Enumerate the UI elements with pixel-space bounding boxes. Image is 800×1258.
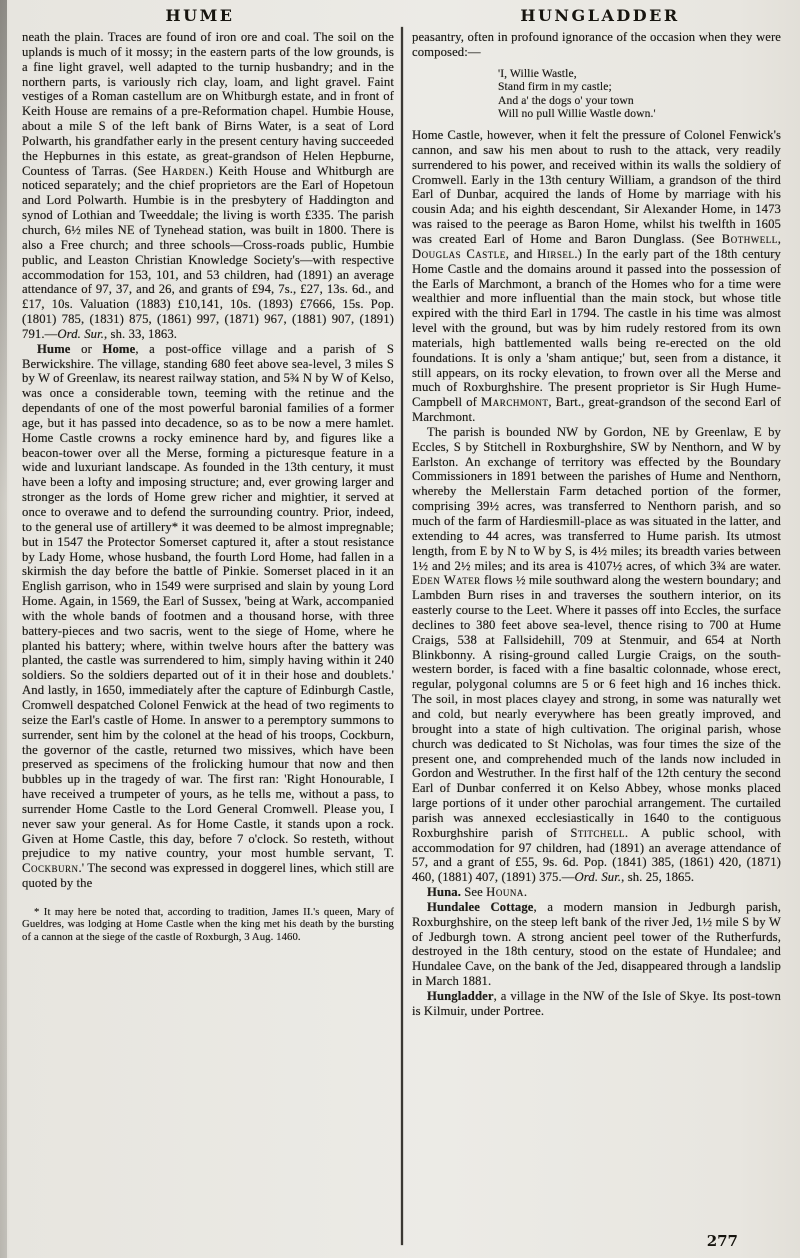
poem-line: Stand firm in my castle; (498, 80, 612, 94)
paragraph: Hundalee Cottage, a modern mansion in Jedburgh parish, Roxburghshire, on the steep left bank of the river Jed, 1½ mile S by W of Jedburgh town. A strong ancient peel tower of the Rutherfurds, destroyed in the 18th century, stood on the estate of Hundalee; and Hundalee Cave, on the bank of the Jed, disappeared through a landslip in March 1881. (412, 899, 781, 989)
paragraph: Hungladder, a village in the NW of the Isle of Skye. Its post-town is Kilmuir, under Portree. (412, 989, 781, 1018)
page-number: 277 (706, 1232, 738, 1250)
footnote (22, 906, 394, 944)
willie-wastle-poem (498, 67, 781, 121)
paragraph: Home Castle, however, when it felt the pressure of Colonel Fenwick's cannon, and saw his men about to rush to the attack, very readily surrendered to his power, and received within its walls the soldiery of Cromwell. Early in the 13th century William, a grandson of the third Earl of Dunbar, acquired the lands of Home by marriage with his cousin Ada; and his eighth descendant, Sir Alexander Home, in 1473 was raised to the peerage as Baron Home, whilst his twelfth in 1605 was created Earl of Home and Baron Dunglass. (See Bothwell, Douglas Castle, and Hirsel.) In the early part of the 18th century Home Castle and the domains around it passed into the possession of the Earls of Marchmont, a branch of the Homes who for a time were wealthier and more influential than the main stock, but whose title expired with the third Earl in 1794. The castle in his time was almost level with the ground, but was by him rudely restored from its own materials, high battlemented walls being re-erected on the old foundations. It is only a 'sham antique;' but, seen from a distance, it still appears, on its rocky elevation, to frown over all the Merse and much of Roxburghshire. The present proprietor is Sir Hugh Hume-Campbell of Marchmont, Bart., great-grandson of the second Earl of Marchmont. (412, 128, 781, 425)
left-column-body (22, 30, 394, 891)
running-head-left: HUME (165, 6, 235, 25)
poem-line: 'I, Willie Wastle, (498, 66, 577, 80)
right-column-body (412, 128, 781, 1019)
poem-line: And a' the dogs o' your town (498, 93, 634, 107)
right-column-lead (412, 30, 781, 60)
paragraph: Huna. See Houna. (427, 885, 528, 900)
paragraph: peasantry, often in profound ignorance of the occasion when they were composed:— (412, 30, 781, 59)
paragraph: Hume or Home, a post-office village and a parish of S Berwickshire. The village, standing 680 feet above sea-level, 3 miles S by W of Greenlaw, its nearest railway station, and 5¾ N by W of Kelso, was once a considerable town, teeming with the retinue and the dependants of one of the most powerful baronial families of a former age, but it has passed into decadence, so as to be now a mere hamlet. Home Castle crowns a rocky eminence hard by, and figures like a beacon-tower over all the Merse, forming a picturesque feature in a wide and luxuriant landscape. As founded in the 13th century, it must have been a lofty and imposing structure; and, ever growing larger and stronger as the lords of Home grew richer and mightier, it served at once to overawe and to defend the surrounding country. Prior, indeed, to the general use of artillery* it was deemed to be almost impregnable; but in 1547 the Protector Somerset captured it, after a stout resistance by Lady Home, whose husband, the fourth Lord Home, had fallen in a skirmish the day before the battle of Pinkie. Somerset placed in it an English garrison, who in 1549 were surprised and slain by young Lord Home. Again, in 1569, the Earl of Sussex, 'being at Wark, accompanied with the whole bands of footmen and a thousand horse, with three battery-pieces and two sacris, went to the siege of Home, where he planted his battery; where, within twelve hours after the battery was planted, the castle was surrendered to him, simply having within it 240 soldiers. So the soldiers departed out of it in their hose and doublets.' And lastly, in 1650, immediately after the capture of Edinburgh Castle, Cromwell despatched Colonel Fenwick at the head of two regiments to seize the Earl's castle of Home. In answer to a peremptory summons to surrender, sent him by the colonel at the head of his troops, Cockburn, the governor of the castle, returned two missives, which have been preserved as specimens of the frolicking humour that now and then bubbles up in the tragedy of war. The first ran: 'Right Honourable, I have received a trumpeter of yours, as he tells me, without a pass, to surrender Home Castle to the Lord General Cromwell. Please you, I never saw your general. As for Home Castle, it stands upon a rock. Given at Home Castle, this day, before 7 o'clock. So resteth, without prejudice to my native country, your most humble servant, T. Cockburn.' The second was expressed in doggerel lines, which still are quoted by the (22, 341, 394, 891)
left-column (22, 30, 394, 943)
paragraph: The parish is bounded NW by Gordon, NE by Greenlaw, E by Eccles, S by Stitchell in Roxburghshire, SW by Nenthorn, and W by Earlston. An exchange of territory was effected by the Boundary Commissioners in 1891 between the parishes of Hume and Nenthorn, whereby the Mellerstain Farm detached portion of the former, comprising 39½ acres, was transferred to Nenthorn parish, and so much of the farm of Hardiesmill-place as was situated in the latter, and extending to 44 acres, was transferred to Hume parish. Its utmost length, from E by N to W by S, is 4½ miles; its breadth varies between 1½ and 2½ miles; and its area is 4107½ acres, of which 3¾ are water. Eden Water flows ½ mile southward along the western boundary; and Lambden Burn rises in and traverses the southern interior, on its easterly course to the Leet. Where it passes off into Eccles, the surface declines to 380 feet above sea-level, thence rising to 700 at Hume Craigs, 538 at Fallsidehill, 709 at Stenmuir, and 654 at North Blinkbonny. A rising-ground called Lurgie Craigs, on the south-western border, is faced with a fine basaltic colonnade, whose erect, regular, polygonal columns are 5 or 6 feet high and 16 inches thick. The soil, in most places clayey and strong, in some was naturally wet and cold, but nearly everywhere has been greatly improved, and brought into a state of high cultivation. The original parish, whose church was dedicated to St Nicholas, was four times the size of the present one, and comprehended much of the lands now included in Gordon and Westruther. In the first half of the 12th century the second Earl of Dunbar conferred it on Kelso Abbey, whose monks placed large portions of it under other parochial arrangement. The curtailed parish was annexed ecclesiastically in 1640 to the contiguous Roxburghshire parish of Stitchell. A public school, with accommodation for 97 children, had (1891) an average attendance of 57, and a grant of £55, 9s. 6d. Pop. (1841) 385, (1861) 420, (1871) 460, (1881) 407, (1891) 375.—Ord. Sur., sh. 25, 1865. (412, 424, 781, 885)
paragraph: neath the plain. Traces are found of iron ore and coal. The soil on the uplands is much of it mossy; in the eastern parts of the low grounds, is a fine light gravel, well adapted to the turnip husbandry; and in the northern parts, is variously rich clay, loam, and light gravel. Faint vestiges of a Roman castellum are on Whitburgh estate, and in front of Keith House are remains of a pre-Reformation chapel. Humbie House, about a mile S of the left bank of Birns Water, is a seat of Lord Polwarth, his grandfather early in the present century having succeeded the Hepburnes in this estate, as great-grandson of Helen Hepburne, Countess of Tarras. (See Harden.) Keith House and Whitburgh are noticed separately; and the chief proprietors are the Earl of Hopetoun and Lord Polwarth. Humbie is in the presbytery of Haddington and synod of Lothian and Tweeddale; the living is worth £335. The parish church, 6½ miles NE of Tynehead station, was built in 1800. There is also a Free church; and three schools—Cross-roads public, Humbie public, and Leaston Christian Knowledge Society's—with respective accommodation for 153, 101, and 53 children, had (1891) an average attendance of 97, 37, and 26, and grants of £94, 7s., £27, 13s. 6d., and £17, 10s. Valuation (1883) £10,141, 10s. (1893) £7666, 15s. Pop. (1801) 785, (1831) 875, (1861) 997, (1871) 967, (1881) 907, (1891) 791.—Ord. Sur., sh. 33, 1863. (22, 30, 395, 341)
running-head-right: HUNGLADDER (520, 6, 680, 25)
right-column (412, 30, 781, 1019)
paragraph: * It may here be noted that, according to tradition, James II.'s queen, Mary of Gueldres, was lodging at Home Castle when the king met his death by the bursting of a cannon at the siege of the castle of Roxburgh, 3 Aug. 1460. (22, 905, 394, 943)
poem-line: Will no pull Willie Wastle down.' (498, 107, 656, 121)
column-divider-rule (401, 27, 403, 1245)
